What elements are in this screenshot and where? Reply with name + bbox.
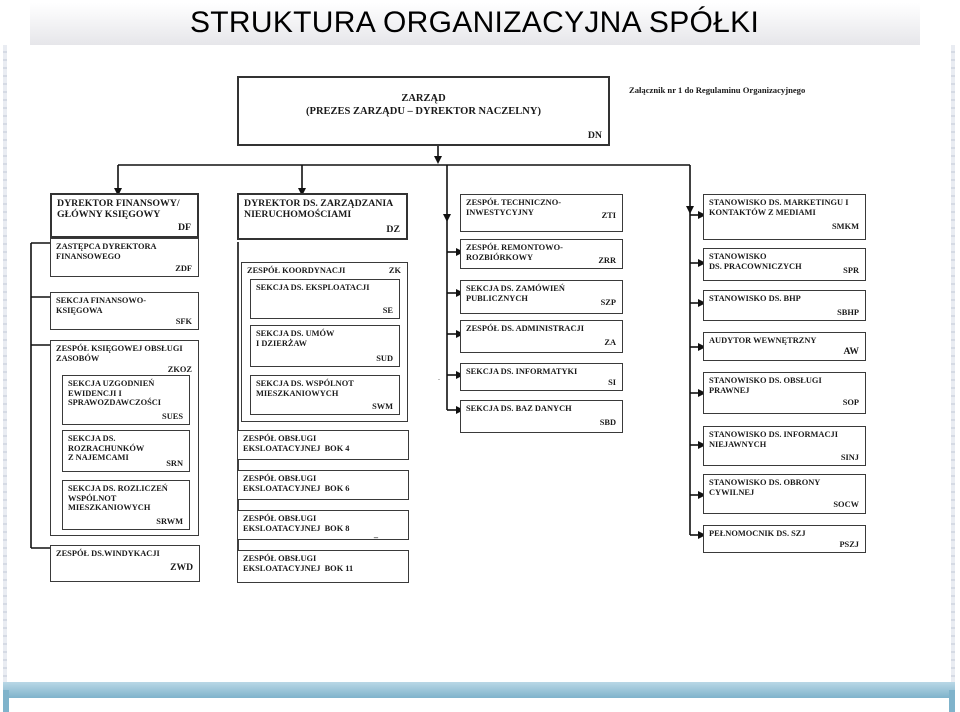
org-box-szp	[460, 280, 623, 314]
org-box-spr	[703, 248, 866, 281]
box-name: DYREKTOR DS. ZARZĄDZANIA NIERUCHOMOŚCIAMI	[244, 198, 394, 220]
box-code: ZKOZ	[167, 365, 192, 374]
org-box-zrr	[460, 239, 623, 269]
box-name: DYREKTOR FINANSOWY/ GŁÓWNY KSIĘGOWY	[57, 198, 180, 220]
box-name: STANOWISKO DS. OBSŁUGI PRAWNEJ	[709, 376, 822, 395]
box-code: AW	[843, 346, 859, 357]
box-code: SI	[608, 378, 616, 387]
org-box-zti	[460, 194, 623, 232]
box-code: DN	[587, 130, 602, 141]
box-name: SEKCJA DS. EKSPLOATACJI	[256, 283, 370, 292]
org-box-srwm	[62, 480, 190, 530]
box-name: ZESPÓŁ DS.WINDYKACJI	[56, 549, 160, 558]
box-code: SINJ	[840, 453, 859, 462]
org-box-bok11	[237, 550, 409, 583]
box-name: SEKCJA DS. ZAMÓWIEŃ PUBLICZNYCH	[466, 284, 565, 303]
box-code: PSZJ	[839, 540, 859, 549]
org-box-sop	[703, 372, 866, 414]
org-box-sbd	[460, 400, 623, 433]
org-box-si	[460, 363, 623, 391]
box-name: SEKCJA DS. ROZRACHUNKÓW Z NAJEMCAMI	[68, 434, 145, 463]
box-name: SEKCJA FINANSOWO- KSIĘGOWA	[56, 296, 147, 315]
box-name: AUDYTOR WEWNĘTRZNY	[709, 336, 817, 345]
box-name: PEŁNOMOCNIK DS. SZJ	[709, 529, 806, 538]
box-name: SEKCJA UZGODNIEŃ EWIDENCJI I SPRAWOZDAWCZOŚCI	[68, 379, 162, 408]
box-name: SEKCJA DS. BAZ DANYCH	[466, 404, 572, 413]
box-code: SOCW	[833, 500, 859, 509]
box-code: SFK	[175, 317, 192, 326]
box-code: SBHP	[837, 308, 859, 317]
org-box-sud	[250, 325, 400, 367]
box-code: SMKM	[832, 222, 859, 231]
org-box-smkm	[703, 194, 866, 240]
box-name: ZESPÓŁ KOORDYNACJI	[247, 266, 346, 275]
attachment-note: Załącznik nr 1 do Regulaminu Organizacyjnego	[629, 85, 806, 95]
box-name: ZESPÓŁ OBSŁUGI EKSLOATACYJNEJ BOK 8	[243, 514, 350, 533]
box-name: ZESPÓŁ TECHNICZNO- INWESTYCYJNY	[466, 198, 562, 217]
box-name: ZESPÓŁ OBSŁUGI EKSLOATACYJNEJ BOK 6	[243, 474, 350, 493]
box-code: SBD	[599, 418, 616, 427]
box-name: SEKCJA DS. WSPÓLNOT MIESZKANIOWYCH	[256, 379, 354, 398]
box-code: ZTI	[601, 211, 616, 220]
box-code: ZWD	[170, 562, 193, 573]
org-box-pszj	[703, 525, 866, 553]
box-name: SEKCJA DS. ROZLICZEŃ WSPÓLNOT MIESZKANIOWYCH	[68, 484, 168, 513]
box-name: STANOWISKO DS. PRACOWNICZYCH	[709, 252, 802, 271]
org-box-socw	[703, 474, 866, 514]
box-code: SUES	[162, 412, 183, 421]
org-box-swm	[250, 375, 400, 415]
box-code: SPR	[843, 266, 859, 275]
box-name: ZARZĄD (PREZES ZARZĄDU – DYREKTOR NACZELNY)	[306, 93, 541, 117]
org-box-zarzad	[237, 76, 610, 146]
box-code: SZP	[600, 298, 616, 307]
org-box-se	[250, 279, 400, 319]
stray-mark: .	[438, 373, 440, 382]
org-box-sues	[62, 375, 190, 425]
box-name: ZASTĘPCA DYREKTORA FINANSOWEGO	[56, 242, 157, 261]
box-name: ZESPÓŁ OBSŁUGI EKSLOATACYJNEJ BOK 11	[243, 554, 354, 573]
org-box-aw	[703, 332, 866, 361]
box-code: SWM	[372, 402, 393, 411]
org-box-bok6	[237, 470, 409, 500]
org-box-df	[50, 193, 199, 238]
box-code: ZRR	[598, 256, 616, 265]
box-code: SRN	[166, 459, 183, 468]
box-name: ZESPÓŁ OBSŁUGI EKSLOATACYJNEJ BOK 4	[243, 434, 350, 453]
box-name: SEKCJA DS. UMÓW I DZIERŻAW	[256, 329, 335, 348]
box-code: ZK	[388, 266, 401, 275]
org-box-srn	[62, 430, 190, 472]
org-box-za	[460, 320, 623, 353]
box-code: SRWM	[156, 517, 183, 526]
box-code: ZDF	[175, 264, 192, 273]
box-name: SEKCJA DS. INFORMATYKI	[466, 367, 578, 376]
org-box-sfk	[50, 292, 199, 330]
box-code: SUD	[376, 354, 393, 363]
org-box-zdf	[50, 238, 199, 277]
box-name: ZESPÓŁ DS. ADMINISTRACJI	[466, 324, 584, 333]
box-code: ZA	[604, 338, 616, 347]
box-name: ZESPÓŁ REMONTOWO- ROZBIÓRKOWY	[466, 243, 563, 262]
page-title: STRUKTURA ORGANIZACYJNA SPÓŁKI	[190, 6, 760, 39]
box-code: SE	[382, 306, 393, 315]
box-name: STANOWISKO DS. OBRONY CYWILNEJ	[709, 478, 821, 497]
org-box-dz	[237, 193, 408, 240]
box-name: STANOWISKO DS. INFORMACJI NIEJAWNYCH	[709, 430, 838, 449]
box-code: SOP	[842, 398, 859, 407]
box-code: DF	[177, 222, 191, 233]
org-box-bok8	[237, 510, 409, 540]
org-box-zwd	[50, 545, 200, 582]
box-name: STANOWISKO DS. MARKETINGU I KONTAKTÓW Z MEDIAMI	[709, 198, 849, 217]
box-name: ZESPÓŁ KSIĘGOWEJ OBSŁUGI ZASOBÓW	[56, 344, 183, 363]
box-code: DZ	[386, 224, 400, 235]
box-code: _	[373, 530, 378, 539]
org-box-bok4	[237, 430, 409, 460]
org-box-sinj	[703, 426, 866, 466]
org-box-sbhp	[703, 290, 866, 321]
box-name: STANOWISKO DS. BHP	[709, 294, 801, 303]
